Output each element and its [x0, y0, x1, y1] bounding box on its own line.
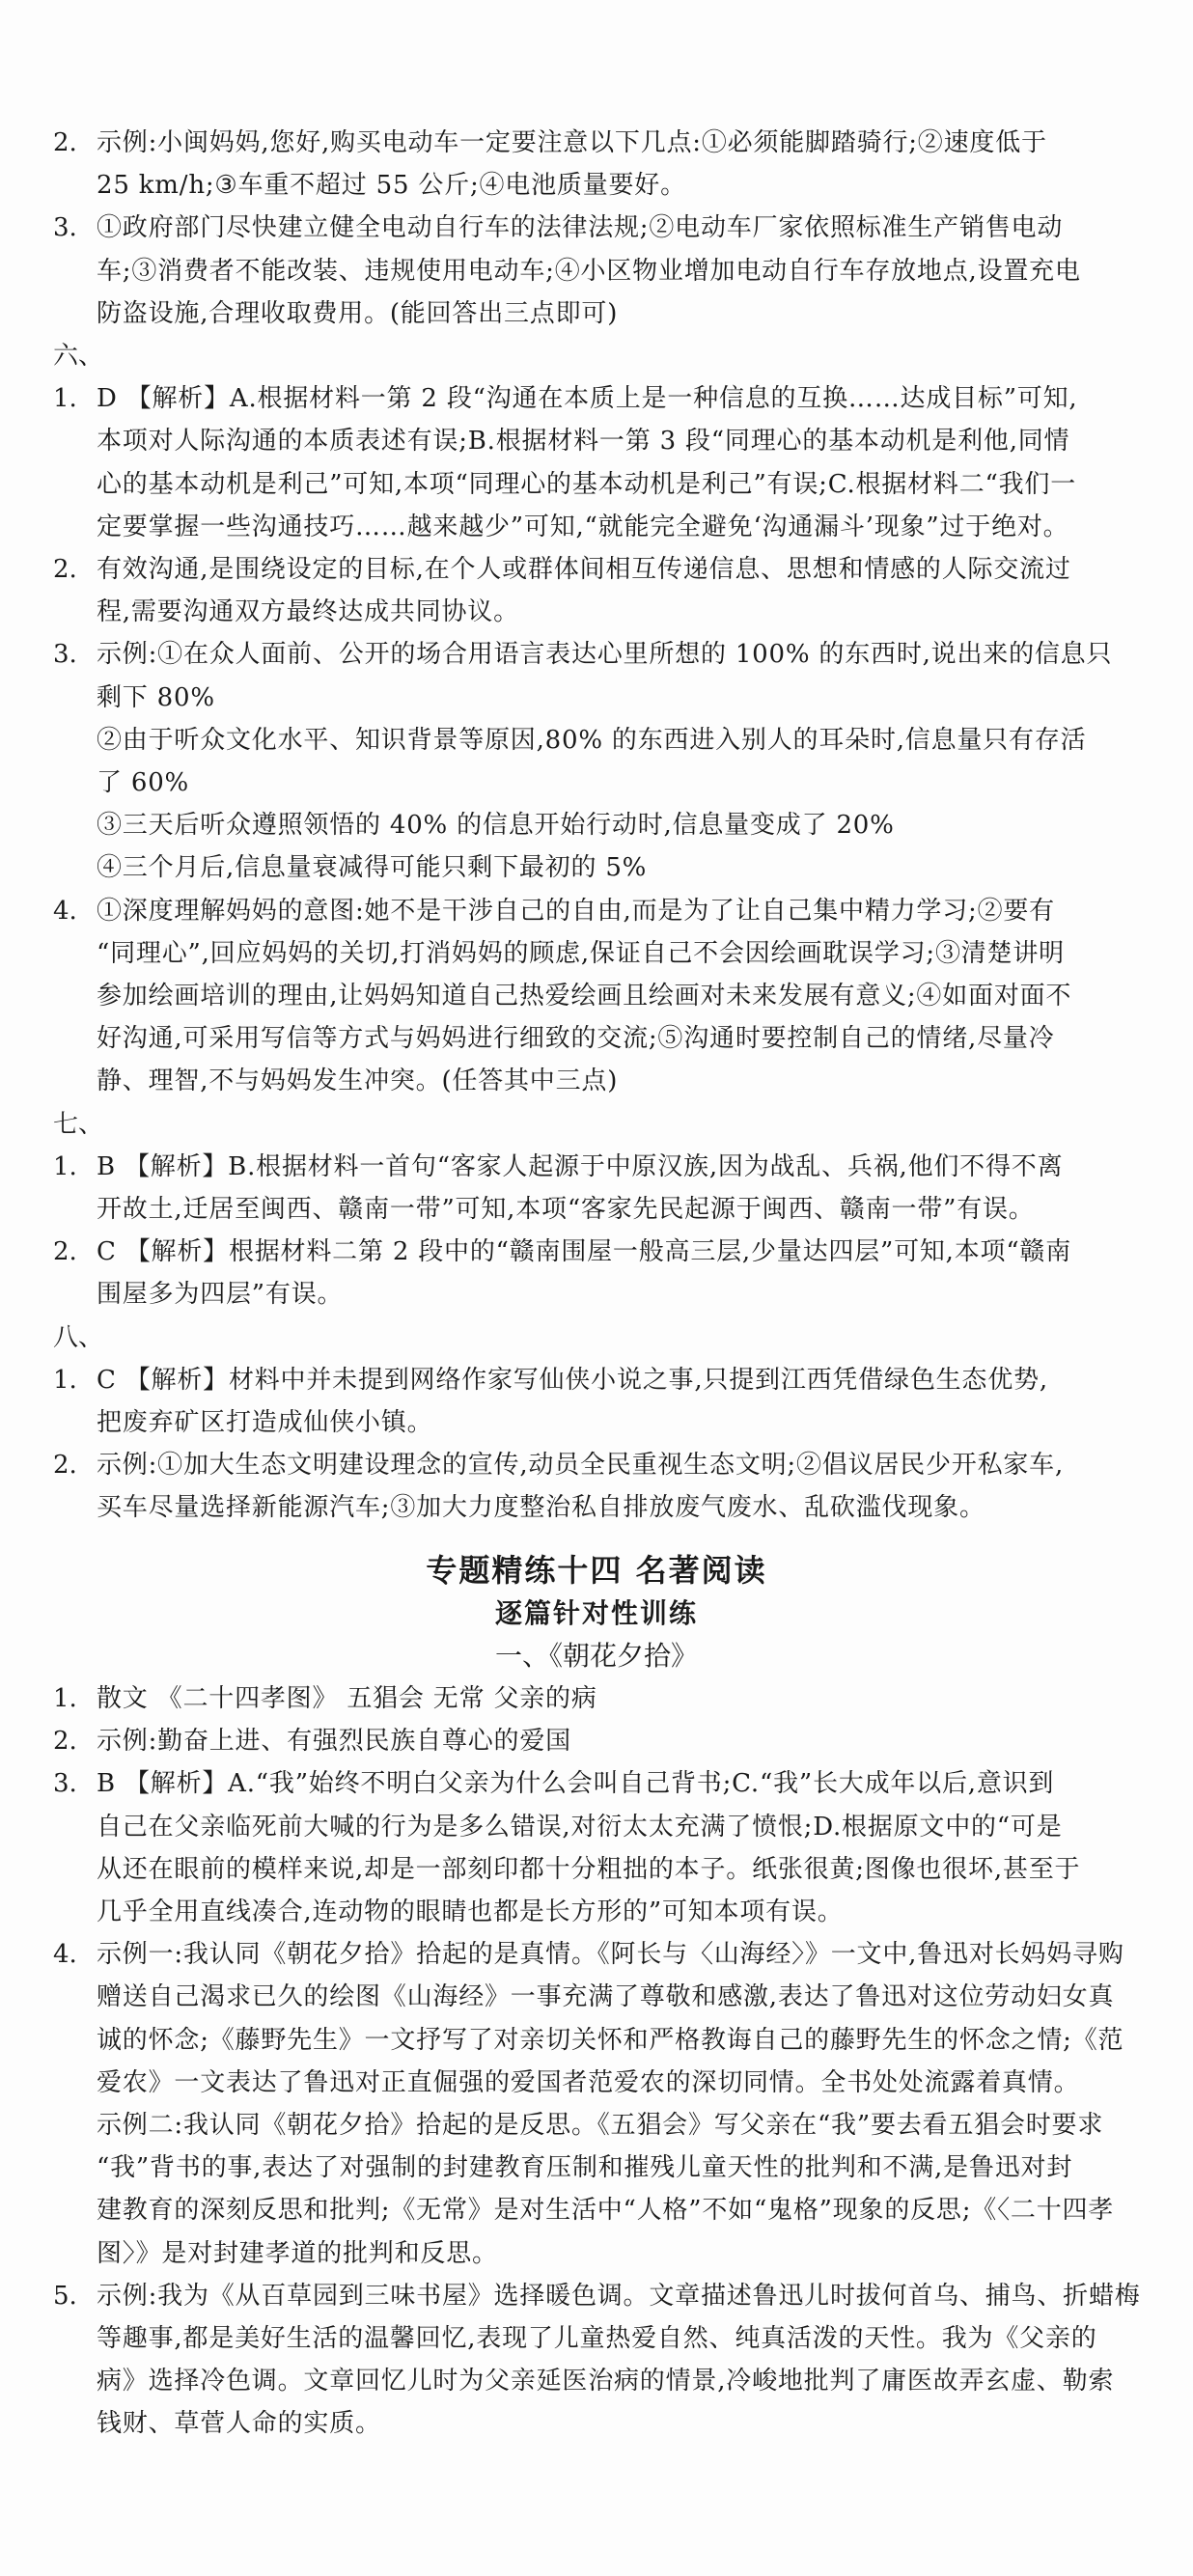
answer-line: ①政府部门尽快建立健全电动自行车的法律法规;②电动车厂家依照标准生产销售电动	[97, 213, 1064, 243]
answer-line: 示例:①在众人面前、公开的场合用语言表达心里所想的 100% 的东西时,说出来的信息只	[97, 640, 1113, 670]
answer-line: 示例:①加大生态文明建设理念的宣传,动员全民重视生态文明;②倡议居民少开私家车,	[97, 1451, 1065, 1481]
answer-line: “同理心”,回应妈妈的关切,打消妈妈的顾虑,保证自己不会因绘画耽误学习;③清楚讲明	[97, 938, 1065, 968]
answer-line: 防盗设施,合理收取费用。(能回答出三点即可)	[97, 298, 619, 328]
answer-line: 示例一:我认同《朝花夕拾》拾起的是真情。《阿长与〈山海经〉》一文中,鲁迅对长妈妈寻购	[97, 1940, 1124, 1970]
answer-line: 图〉》是对封建孝道的批判和反思。	[97, 2238, 498, 2268]
item-number: 2.	[53, 555, 77, 584]
answer-line: ④三个月后,信息量衰减得可能只剩下最初的 5%	[97, 853, 648, 883]
answer-line: 钱财、草菅人命的实质。	[97, 2409, 381, 2439]
subsection-title: 逐篇针对性训练	[494, 1597, 698, 1629]
answer-line: 开故土,迁居至闽西、赣南一带”可知,本项“客家先民起源于闽西、赣南一带”有误。	[97, 1195, 1035, 1224]
item-number: 4.	[53, 896, 77, 926]
answer-line: 25 km/h;③车重不超过 55 公斤;④电池质量要好。	[97, 171, 686, 201]
item-number: 2.	[53, 128, 77, 157]
answer-line: 赠送自己渴求已久的绘图《山海经》一事充满了尊敬和感激,表达了鲁迅对这位劳动妇女真	[97, 1982, 1115, 2012]
answer-line: 建教育的深刻反思和批判;《无常》是对生活中“人格”不如“鬼格”现象的反思;《〈二十四孝	[97, 2196, 1115, 2226]
answer-line: 了 60%	[97, 768, 190, 797]
answer-line: 剩下 80%	[97, 682, 215, 712]
answer-line: ②由于听众文化水平、知识背景等原因,80% 的东西进入别人的耳朵时,信息量只有存活	[97, 725, 1087, 755]
item-number: 3.	[53, 640, 77, 670]
item-number: 1.	[53, 1684, 77, 1713]
answer-line: C 【解析】根据材料二第 2 段中的“赣南围屋一般高三层,少量达四层”可知,本项“赣南	[97, 1237, 1072, 1267]
answer-line: 示例:小闽妈妈,您好,购买电动车一定要注意以下几点:①必须能脚踏骑行;②速度低于	[97, 128, 1047, 157]
answer-line: 示例二:我认同《朝花夕拾》拾起的是反思。《五猖会》写父亲在“我”要去看五猖会时要求	[97, 2111, 1104, 2140]
answer-line: 等趣事,都是美好生活的温馨回忆,表现了儿童热爱自然、纯真活泼的天性。我为《父亲的	[97, 2324, 1097, 2353]
item-number: 3.	[53, 1769, 77, 1799]
answer-line: 有效沟通,是围绕设定的目标,在个人或群体间相互传递信息、思想和情感的人际交流过	[97, 555, 1071, 584]
answer-line: 车;③消费者不能改装、违规使用电动车;④小区物业增加电动自行车存放地点,设置充电	[97, 256, 1081, 286]
answer-line: 好沟通,可采用写信等方式与妈妈进行细致的交流;⑤沟通时要控制自己的情绪,尽量冷	[97, 1024, 1055, 1054]
answer-line: B 【解析】B.根据材料一首句“客家人起源于中原汉族,因为战乱、兵祸,他们不得不离	[97, 1151, 1064, 1181]
answer-line: ③三天后听众遵照领悟的 40% 的信息开始行动时,信息量变成了 20%	[97, 811, 895, 841]
answer-line: ①深度理解妈妈的意图:她不是干涉自己的自由,而是为了让自己集中精力学习;②要有	[97, 896, 1055, 926]
answer-line: 从还在眼前的模样来说,却是一部刻印都十分粗拙的本子。纸张很黄;图像也很坏,甚至于	[97, 1854, 1081, 1884]
answer-line: 定要掌握一些沟通技巧……越来越少”可知,“就能完全避免‘沟通漏斗’现象”过于绝对。	[97, 512, 1069, 541]
answer-line: 心的基本动机是利己”可知,本项“同理心的基本动机是利己”有误;C.根据材料二“我们一	[97, 469, 1077, 499]
answer-line: 病》选择冷色调。文章回忆儿时为父亲延医治病的情景,冷峻地批判了庸医故弄玄虚、勒索	[97, 2367, 1115, 2396]
answer-line: 静、理智,不与妈妈发生冲突。(任答其中三点)	[97, 1066, 619, 1096]
answer-line: “我”背书的事,表达了对强制的封建教育压制和摧残儿童天性的批判和不满,是鲁迅对封	[97, 2153, 1073, 2183]
item-number: 5.	[53, 2281, 77, 2311]
answer-line: 围屋多为四层”有误。	[97, 1280, 344, 1310]
book-title: 一、《朝花夕拾》	[494, 1640, 698, 1672]
item-number: 4.	[53, 1940, 77, 1970]
answer-line: 爱农》一文表达了鲁迅对正直倔强的爱国者范爱农的深切同情。全书处处流露着真情。	[97, 2067, 1080, 2097]
item-number: 1.	[53, 1151, 77, 1181]
item-number: 1.	[53, 384, 77, 414]
section-heading: 六、	[53, 342, 104, 371]
answer-line: 自己在父亲临死前大喊的行为是多么错误,对衍太太充满了愤恨;D.根据原文中的“可是	[97, 1812, 1063, 1842]
answer-line: 本项对人际沟通的本质表述有误;B.根据材料一第 3 段“同理心的基本动机是利他,同情	[97, 427, 1070, 457]
chapter-title: 专题精练十四 名著阅读	[426, 1552, 767, 1589]
section-heading: 七、	[53, 1109, 104, 1139]
answer-line: C 【解析】材料中并未提到网络作家写仙侠小说之事,只提到江西凭借绿色生态优势,	[97, 1365, 1048, 1395]
section-heading: 八、	[53, 1322, 104, 1352]
answer-line: 参加绘画培训的理由,让妈妈知道自己热爱绘画且绘画对未来发展有意义;④如面对面不	[97, 982, 1072, 1011]
answer-line: B 【解析】A.“我”始终不明白父亲为什么会叫自己背书;C.“我”长大成年以后,意识到	[97, 1769, 1055, 1799]
answer-line: 示例:我为《从百草园到三味书屋》选择暖色调。文章描述鲁迅儿时拔何首乌、捕鸟、折蜡梅	[97, 2281, 1141, 2311]
answer-line: 散文 《二十四孝图》 五猖会 无常 父亲的病	[97, 1684, 597, 1713]
answer-line: D 【解析】A.根据材料一第 2 段“沟通在本质上是一种信息的互换……达成目标”可知,	[97, 384, 1078, 414]
item-number: 1.	[53, 1365, 77, 1395]
item-number: 2.	[53, 1727, 77, 1757]
item-number: 3.	[53, 213, 77, 243]
answer-line: 程,需要沟通双方最终达成共同协议。	[97, 597, 519, 627]
answer-line: 把废弃矿区打造成仙侠小镇。	[97, 1408, 433, 1437]
item-number: 2.	[53, 1237, 77, 1267]
answer-line: 买车尽量选择新能源汽车;③加大力度整治私自排放废气废水、乱砍滥伐现象。	[97, 1493, 985, 1523]
answer-line: 几乎全用直线凑合,连动物的眼睛也都是长方形的”可知本项有误。	[97, 1897, 844, 1926]
answer-line: 诚的怀念;《藤野先生》一文抒写了对亲切关怀和严格教诲自己的藤野先生的怀念之情;《范	[97, 2025, 1124, 2055]
item-number: 2.	[53, 1451, 77, 1481]
answer-line: 示例:勤奋上进、有强烈民族自尊心的爱国	[97, 1727, 571, 1757]
